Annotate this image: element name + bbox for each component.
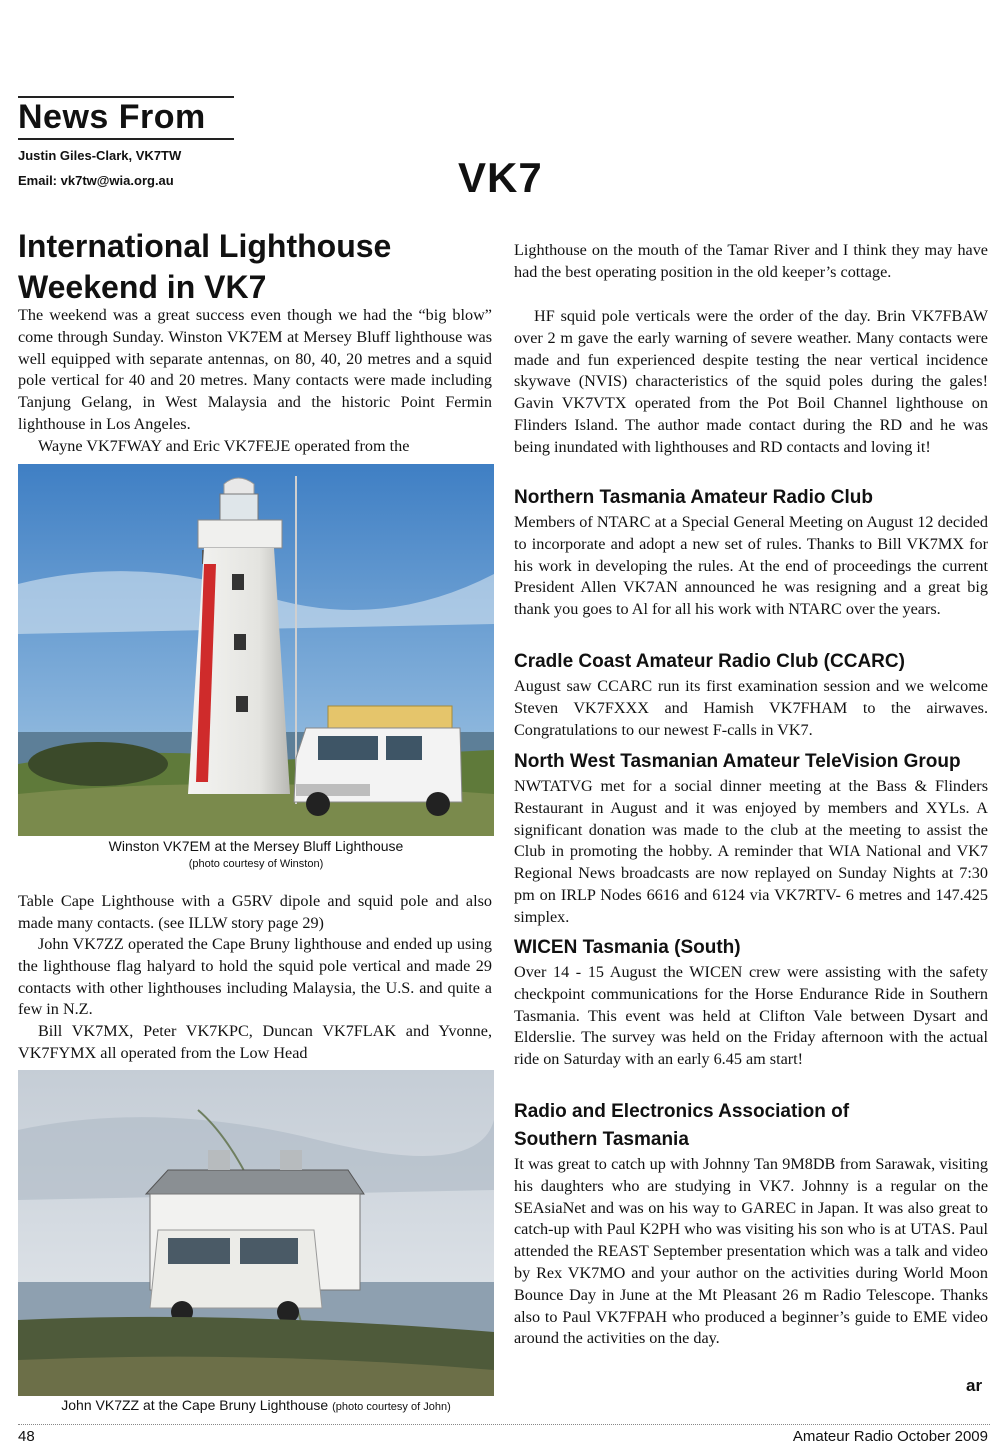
section-body-nwtatvg: NWTATVG met for a social dinner meeting at the Bass & Flinders Restaurant in August and it was enjoyed by members and XYLs. A significant donation was made to the club at the meeting to assist the Club in promoting the hobby. A reminder that WIA National and VK7 Regional News broadcasts are now replayed on Sunday Nights at 7:30 pm on IRLP Nodes 6616 and 6124 via VK7RTV- 6 metres and 147.425 simplex. <box>514 777 988 926</box>
article-paragraph: Bill VK7MX, Peter VK7KPC, Duncan VK7FLAK and Yvonne, VK7FYMX all operated from the Low Head <box>18 1022 492 1062</box>
article-paragraph: Table Cape Lighthouse with a G5RV dipole and squid pole and also made many contacts. (see ILLW story page 29) <box>18 892 492 932</box>
header-rule <box>18 138 234 140</box>
section-body-ntarc: Members of NTARC at a Special General Meeting on August 12 decided to incorporate and adopt a new set of rules. Thanks to Bill VK7MX for his work in developing the rules. At the end of proceedings the current President Allen VK7AN announced he was resigning and a great big thank you goes to Al for all his work with NTARC over the years. <box>514 513 988 619</box>
article-paragraph: John VK7ZZ operated the Cape Bruny lighthouse and ended up using the lighthouse flag halyard to hold the squid pole vertical and made 29 contacts with other lighthouses including Malaysia, the U.S. and quite a few in N.Z. <box>18 935 492 1019</box>
section-body-reast: It was great to catch up with Johnny Tan 9M8DB from Sarawak, visiting his daughters who are studying in VK7. Johnny is a regular on the SEAsiaNet and was on his way to GAREC in Japan. It was also great to catch-up with Paul K2PH who was visiting his son who is at UTAS. Paul attended the REAST September presentation which was a talk and video by Rex VK7MO and your author on the activities during World Moon Bounce Day in June at the Mt Pleasant 26 m Radio Telescope. Thanks also to Paul VK7FPAH who produced a beginner’s guide to EME video around the activities on the day. <box>514 1155 988 1348</box>
section-heading-reast <box>514 1098 849 1154</box>
photo-cape-bruny-lighthouse <box>18 1070 494 1396</box>
section-body-wicen: Over 14 - 15 August the WICEN crew were assisting with the safety checkpoint communications for the Horse Endurance Ride in Southern Tasmania. This event was held at Clifton Vale between Dysart and Elderslie. The survey was held on the Friday afternoon with the actual ride on Saturday with an early 6.45 am start! <box>514 963 988 1069</box>
cottage-photo-illustration <box>18 1070 494 1396</box>
article-paragraph: Wayne VK7FWAY and Eric VK7FEJE operated from the <box>38 437 410 455</box>
section-heading-ntarc: Northern Tasmania Amateur Radio Club <box>514 487 873 508</box>
section-heading-nwtatvg: North West Tasmanian Amateur TeleVision Group <box>514 751 961 772</box>
magazine-info: Amateur Radio October 2009 <box>792 1428 988 1445</box>
caption-text: John VK7ZZ at the Cape Bruny Lighthouse <box>61 1397 329 1413</box>
lighthouse-photo-illustration <box>18 464 494 836</box>
article-paragraph: The weekend was a great success even though we had the “big blow” come through Sunday. Winston VK7EM at Mersey Bluff lighthouse was well equipped with separate antennas, on 80, 40, 20 metres and a squid pole vertical for 40 and 20 metres. Many contacts were made including Tanjung Gelang, in West Malaysia and the historic Point Fermin lighthouse in Los Angeles. <box>18 306 492 433</box>
caption-credit: (photo courtesy of Winston) <box>188 858 324 870</box>
author-name: Justin Giles-Clark, VK7TW <box>18 148 182 163</box>
article-headline: International Lighthouse Weekend in VK7 <box>18 228 392 305</box>
photo-caption <box>18 838 494 870</box>
footer-rule <box>18 1424 990 1425</box>
region-title: VK7 <box>458 154 543 201</box>
page-number: 48 <box>18 1428 35 1445</box>
section-heading-wicen: WICEN Tasmania (South) <box>514 937 741 958</box>
caption-text: Winston VK7EM at the Mersey Bluff Lighthouse <box>108 838 404 854</box>
section-body-ccarc: August saw CCARC run its first examination session and we welcome Steven VK7FXXX and Hamish VK7FHAM to the airwaves. Congratulations to our newest F-calls in VK7. <box>514 677 988 739</box>
photo-caption <box>18 1397 494 1413</box>
section-heading-ccarc: Cradle Coast Amateur Radio Club (CCARC) <box>514 651 905 672</box>
section-heading-line: Southern Tasmania <box>514 1129 689 1150</box>
article-paragraph: Lighthouse on the mouth of the Tamar River and I think they may have had the best operating position in the old keeper’s cottage. <box>514 241 988 281</box>
section-title: News From <box>18 98 206 136</box>
photo-mersey-bluff-lighthouse <box>18 464 494 836</box>
section-heading-line: Radio and Electronics Association of <box>514 1101 850 1122</box>
caption-credit: (photo courtesy of John) <box>332 1401 451 1413</box>
author-email: Email: vk7tw@wia.org.au <box>18 173 174 188</box>
end-of-article-mark: ar <box>966 1376 983 1395</box>
article-paragraph: HF squid pole verticals were the order of the day. Brin VK7FBAW over 2 m gave the early warning of severe weather. Many contacts were made and fun experienced despite testing the near vertical incidence skywave (NVIS) characteristics of the squid poles during the gales! Gavin VK7VTX operated from the Pot Boil Channel lighthouse on Flinders Island. The author made contact during the RD and he was being inundated with lighthouses and RD contacts and loving it! <box>514 307 988 456</box>
